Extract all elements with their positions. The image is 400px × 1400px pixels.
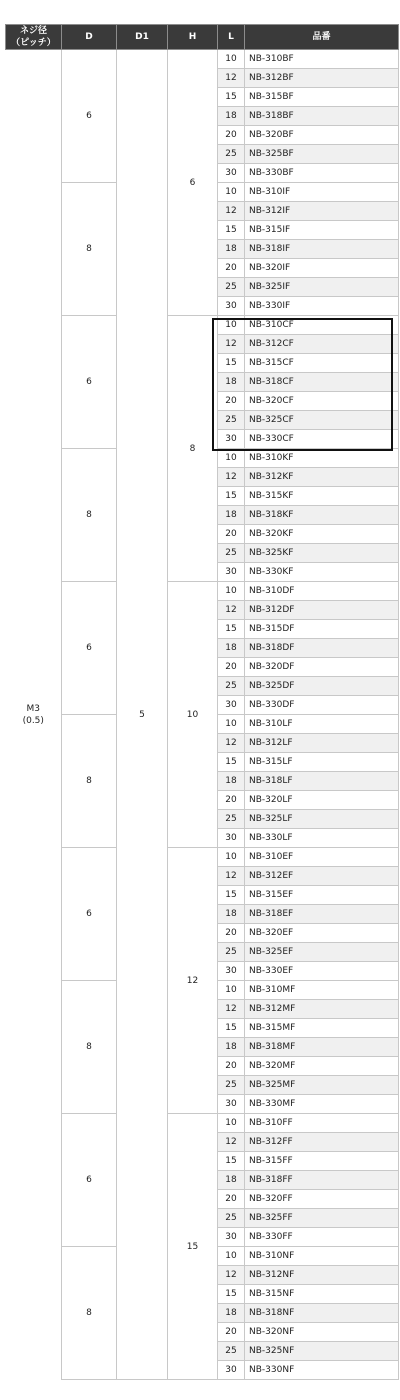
- l-cell: 25: [218, 145, 245, 164]
- part-number-cell: NB-325LF: [245, 810, 399, 829]
- l-cell: 18: [218, 1171, 245, 1190]
- l-cell: 12: [218, 202, 245, 221]
- d-cell: 6: [62, 848, 117, 981]
- l-cell: 18: [218, 240, 245, 259]
- l-cell: 18: [218, 373, 245, 392]
- part-number-cell: NB-320FF: [245, 1190, 399, 1209]
- part-number-cell: NB-318KF: [245, 506, 399, 525]
- l-cell: 18: [218, 1038, 245, 1057]
- l-cell: 12: [218, 1133, 245, 1152]
- part-number-cell: NB-312CF: [245, 335, 399, 354]
- header-d: D: [62, 25, 117, 50]
- d-cell: 6: [62, 582, 117, 715]
- part-number-cell: NB-315NF: [245, 1285, 399, 1304]
- header-thread-line2: （ピッチ）: [11, 38, 56, 48]
- thread-size: M3: [26, 703, 40, 714]
- part-number-cell: NB-315CF: [245, 354, 399, 373]
- header-thread: [6, 25, 62, 50]
- table-row: [6, 50, 399, 69]
- l-cell: 25: [218, 1342, 245, 1361]
- l-cell: 20: [218, 1057, 245, 1076]
- l-cell: 25: [218, 677, 245, 696]
- part-number-cell: NB-330NF: [245, 1361, 399, 1380]
- part-number-cell: NB-320DF: [245, 658, 399, 677]
- part-number-cell: NB-318NF: [245, 1304, 399, 1323]
- table-row: [6, 848, 399, 867]
- l-cell: 30: [218, 696, 245, 715]
- part-number-cell: NB-318DF: [245, 639, 399, 658]
- l-cell: 20: [218, 791, 245, 810]
- part-number-cell: NB-330KF: [245, 563, 399, 582]
- l-cell: 20: [218, 525, 245, 544]
- l-cell: 15: [218, 1285, 245, 1304]
- part-number-cell: NB-315KF: [245, 487, 399, 506]
- part-number-cell: NB-315FF: [245, 1152, 399, 1171]
- part-number-cell: NB-318CF: [245, 373, 399, 392]
- l-cell: 12: [218, 468, 245, 487]
- l-cell: 30: [218, 430, 245, 449]
- part-number-cell: NB-325KF: [245, 544, 399, 563]
- l-cell: 10: [218, 449, 245, 468]
- part-number-cell: NB-312BF: [245, 69, 399, 88]
- part-number-cell: NB-330CF: [245, 430, 399, 449]
- l-cell: 30: [218, 1095, 245, 1114]
- part-number-cell: NB-320CF: [245, 392, 399, 411]
- d-cell: 8: [62, 981, 117, 1114]
- l-cell: 30: [218, 1361, 245, 1380]
- part-number-cell: NB-330EF: [245, 962, 399, 981]
- part-number-cell: NB-310DF: [245, 582, 399, 601]
- spec-table-body: [6, 50, 399, 1380]
- header-row: [6, 25, 399, 50]
- h-cell: 10: [168, 582, 218, 848]
- d-cell: 8: [62, 715, 117, 848]
- l-cell: 10: [218, 1247, 245, 1266]
- header-h: H: [168, 25, 218, 50]
- l-cell: 30: [218, 1228, 245, 1247]
- part-number-cell: NB-325IF: [245, 278, 399, 297]
- l-cell: 18: [218, 772, 245, 791]
- part-number-cell: NB-315BF: [245, 88, 399, 107]
- spec-table: [5, 24, 399, 1380]
- l-cell: 30: [218, 164, 245, 183]
- thread-cell: [6, 50, 62, 1380]
- table-row: [6, 1114, 399, 1133]
- l-cell: 25: [218, 1076, 245, 1095]
- thread-pitch: (0.5): [22, 715, 44, 726]
- part-number-cell: NB-318BF: [245, 107, 399, 126]
- part-number-cell: NB-312IF: [245, 202, 399, 221]
- l-cell: 18: [218, 1304, 245, 1323]
- part-number-cell: NB-312MF: [245, 1000, 399, 1019]
- l-cell: 10: [218, 981, 245, 1000]
- l-cell: 25: [218, 810, 245, 829]
- l-cell: 25: [218, 544, 245, 563]
- d-cell: 6: [62, 1114, 117, 1247]
- table-row: [6, 316, 399, 335]
- part-number-cell: NB-330IF: [245, 297, 399, 316]
- l-cell: 18: [218, 639, 245, 658]
- d-cell: 6: [62, 50, 117, 183]
- part-number-cell: NB-310NF: [245, 1247, 399, 1266]
- part-number-cell: NB-310BF: [245, 50, 399, 69]
- part-number-cell: NB-320BF: [245, 126, 399, 145]
- part-number-cell: NB-330FF: [245, 1228, 399, 1247]
- part-number-cell: NB-325CF: [245, 411, 399, 430]
- part-number-cell: NB-310FF: [245, 1114, 399, 1133]
- part-number-cell: NB-315EF: [245, 886, 399, 905]
- l-cell: 15: [218, 1152, 245, 1171]
- l-cell: 30: [218, 962, 245, 981]
- part-number-cell: NB-320MF: [245, 1057, 399, 1076]
- l-cell: 15: [218, 886, 245, 905]
- header-thread-line1: ネジ径: [19, 26, 47, 36]
- l-cell: 12: [218, 601, 245, 620]
- l-cell: 20: [218, 1190, 245, 1209]
- part-number-cell: NB-318IF: [245, 240, 399, 259]
- part-number-cell: NB-315IF: [245, 221, 399, 240]
- l-cell: 20: [218, 259, 245, 278]
- part-number-cell: NB-320EF: [245, 924, 399, 943]
- part-number-cell: NB-325DF: [245, 677, 399, 696]
- l-cell: 12: [218, 69, 245, 88]
- part-number-cell: NB-320KF: [245, 525, 399, 544]
- part-number-cell: NB-315DF: [245, 620, 399, 639]
- part-number-cell: NB-325EF: [245, 943, 399, 962]
- l-cell: 15: [218, 88, 245, 107]
- h-cell: 6: [168, 50, 218, 316]
- h-cell: 15: [168, 1114, 218, 1380]
- part-number-cell: NB-320LF: [245, 791, 399, 810]
- header-l: L: [218, 25, 245, 50]
- part-number-cell: NB-318EF: [245, 905, 399, 924]
- l-cell: 12: [218, 1000, 245, 1019]
- l-cell: 10: [218, 582, 245, 601]
- l-cell: 10: [218, 848, 245, 867]
- table-row: [6, 582, 399, 601]
- part-number-cell: NB-312FF: [245, 1133, 399, 1152]
- l-cell: 15: [218, 1019, 245, 1038]
- l-cell: 25: [218, 411, 245, 430]
- part-number-cell: NB-310CF: [245, 316, 399, 335]
- l-cell: 12: [218, 1266, 245, 1285]
- part-number-cell: NB-310KF: [245, 449, 399, 468]
- l-cell: 15: [218, 753, 245, 772]
- part-number-cell: NB-310EF: [245, 848, 399, 867]
- h-cell: 12: [168, 848, 218, 1114]
- part-number-cell: NB-312DF: [245, 601, 399, 620]
- part-number-cell: NB-330BF: [245, 164, 399, 183]
- part-number-cell: NB-318FF: [245, 1171, 399, 1190]
- d-cell: 8: [62, 449, 117, 582]
- l-cell: 15: [218, 221, 245, 240]
- l-cell: 10: [218, 1114, 245, 1133]
- part-number-cell: NB-312LF: [245, 734, 399, 753]
- part-number-cell: NB-312NF: [245, 1266, 399, 1285]
- l-cell: 18: [218, 107, 245, 126]
- header-part-number: 品番: [245, 25, 399, 50]
- part-number-cell: NB-310MF: [245, 981, 399, 1000]
- part-number-cell: NB-315LF: [245, 753, 399, 772]
- l-cell: 25: [218, 278, 245, 297]
- l-cell: 15: [218, 620, 245, 639]
- header-d1: D1: [117, 25, 168, 50]
- part-number-cell: NB-315MF: [245, 1019, 399, 1038]
- l-cell: 12: [218, 734, 245, 753]
- l-cell: 20: [218, 1323, 245, 1342]
- l-cell: 10: [218, 715, 245, 734]
- part-number-cell: NB-310LF: [245, 715, 399, 734]
- d-cell: 8: [62, 183, 117, 316]
- h-cell: 8: [168, 316, 218, 582]
- part-number-cell: NB-325BF: [245, 145, 399, 164]
- d-cell: 8: [62, 1247, 117, 1380]
- l-cell: 15: [218, 354, 245, 373]
- l-cell: 25: [218, 943, 245, 962]
- part-number-cell: NB-312EF: [245, 867, 399, 886]
- l-cell: 12: [218, 335, 245, 354]
- l-cell: 12: [218, 867, 245, 886]
- part-number-cell: NB-318MF: [245, 1038, 399, 1057]
- part-number-cell: NB-312KF: [245, 468, 399, 487]
- part-number-cell: NB-320NF: [245, 1323, 399, 1342]
- part-number-cell: NB-330DF: [245, 696, 399, 715]
- d-cell: 6: [62, 316, 117, 449]
- part-number-cell: NB-325NF: [245, 1342, 399, 1361]
- l-cell: 20: [218, 392, 245, 411]
- l-cell: 25: [218, 1209, 245, 1228]
- part-number-cell: NB-325MF: [245, 1076, 399, 1095]
- l-cell: 10: [218, 183, 245, 202]
- d1-cell: 5: [117, 50, 168, 1380]
- l-cell: 15: [218, 487, 245, 506]
- part-number-cell: NB-330MF: [245, 1095, 399, 1114]
- part-number-cell: NB-325FF: [245, 1209, 399, 1228]
- l-cell: 18: [218, 506, 245, 525]
- part-number-cell: NB-318LF: [245, 772, 399, 791]
- l-cell: 10: [218, 316, 245, 335]
- l-cell: 30: [218, 563, 245, 582]
- l-cell: 18: [218, 905, 245, 924]
- l-cell: 20: [218, 924, 245, 943]
- l-cell: 30: [218, 297, 245, 316]
- l-cell: 20: [218, 658, 245, 677]
- l-cell: 10: [218, 50, 245, 69]
- part-number-cell: NB-320IF: [245, 259, 399, 278]
- l-cell: 20: [218, 126, 245, 145]
- part-number-cell: NB-310IF: [245, 183, 399, 202]
- l-cell: 30: [218, 829, 245, 848]
- part-number-cell: NB-330LF: [245, 829, 399, 848]
